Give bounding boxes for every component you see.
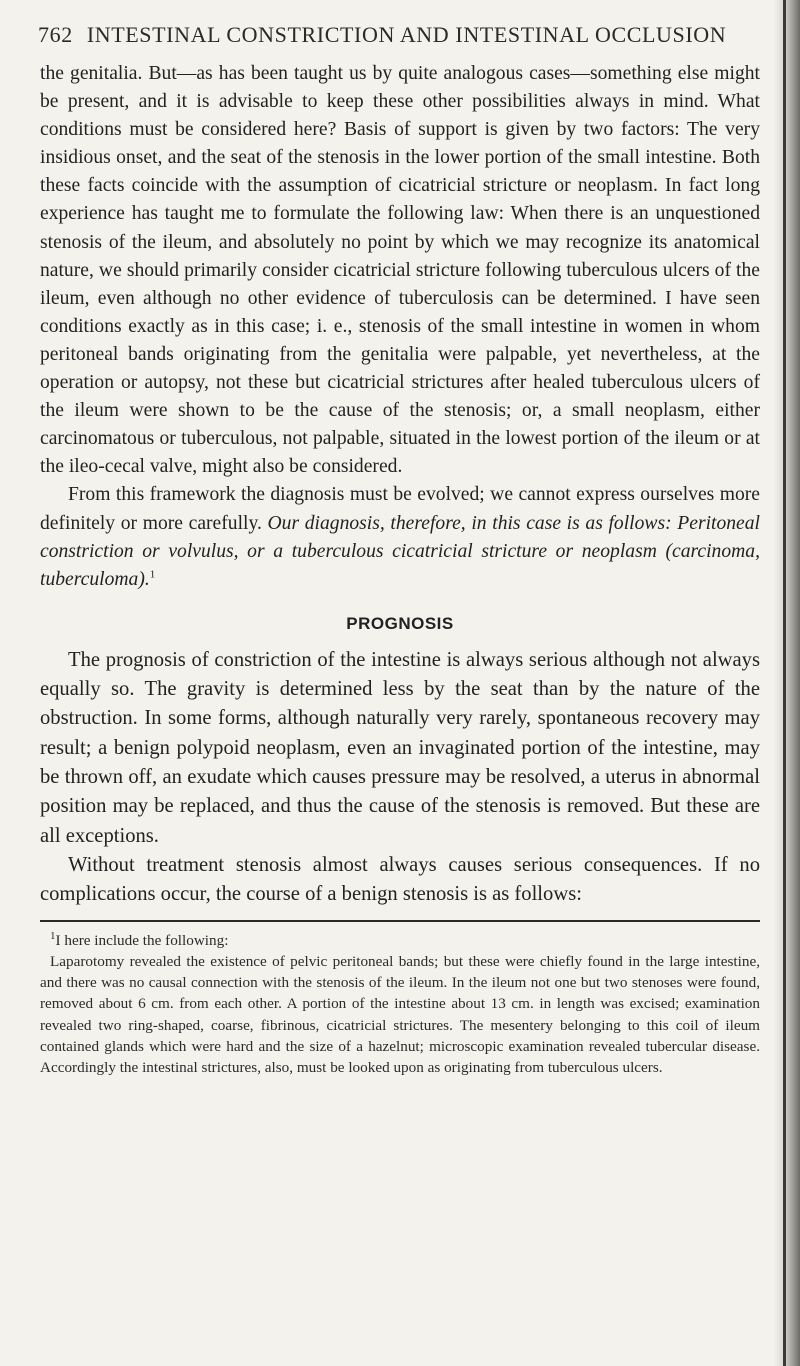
paragraph-diagnosis-conclusion (40, 481, 760, 593)
footnote-mark: 1 (50, 929, 56, 942)
diagnosis-italic-text: Our diagnosis, therefore, in this case is as follows: Peritoneal constriction or volvulus, or a tuberculous cicatricial stricture or neoplasm (carcinoma, tuberculoma). (40, 512, 760, 590)
footnote-divider (40, 920, 760, 922)
footnote-reference: 1 (149, 568, 156, 581)
page-edge-line (783, 0, 786, 1366)
paragraph-prognosis-2: Without treatment stenosis almost always causes serious consequences. If no complications occur, the course of a benign stenosis is as follows: (40, 853, 760, 906)
footnote-intro (40, 930, 760, 951)
footnote-text: Laparotomy revealed the existence of pelvic peritoneal bands; but these were chiefly found in the large intestine, and there was no causal connection with the stenosis of the ileum. In the ileum not one but two stenoses were found, removed about 6 cm. from each other. A portion of the intestine about 13 cm. in length was excised; examination revealed two ring-shaped, coarse, fibrinous, cicatricial strictures. The mesentery belonging to this coil of ileum contained glands which were hard and the size of a hazelnut; microscopic examination revealed tubercular disease. Accordingly the intestinal strictures, also, must be looked upon as originating from tuberculous ulcers. (40, 952, 760, 1077)
paragraph-prognosis-1: The prognosis of constriction of the intestine is always serious although not always equally so. The gravity is determined less by the seat than by the nature of the obstruction. In some forms, although naturally very rarely, spontaneous recovery may result; a benign polypoid neoplasm, even an invaginated portion of the intestine, may be thrown off, an exudate which causes pressure may be resolved, a uterus in abnormal position may be replaced, and thus the cause of the stenosis is removed. But these are all exceptions. (40, 648, 760, 847)
page-number: 762 (38, 22, 73, 47)
footnote-intro-text: I here include the following: (55, 931, 229, 949)
diagnosis-lead-text: From this framework the diagnosis must be evolved; we cannot express ourselves more definitely or more carefully. (40, 484, 760, 534)
paragraph-diagnosis-discussion: the genitalia. But—as has been taught us by quite analogous cases—something else might be present, and it is advisable to keep these other possibilities always in mind. What conditions must be considered here? Basis of support is given by two factors: The very insidious onset, and the seat of the stenosis in the lower portion of the small intestine. Both these facts coincide with the assumption of cicatricial stricture or neoplasm. In fact long experience has taught me to formulate the following law: When there is an unquestioned stenosis of the ileum, and absolutely no point by which we may recognize its anatomical nature, we should primarily consider cicatricial stricture following tuberculous ulcers of the ileum, even although no other evidence of tuberculosis can be determined. I have seen conditions exactly as in this case; i. e., stenosis of the small intestine in women in whom peritoneal bands originating from the genitalia were palpable, yet nevertheless, at the operation or autopsy, not these but cicatricial strictures after healed tuberculous ulcers of the ileum were shown to be the cause of the stenosis; or, a small neoplasm, either carcinomatous or tuberculous, not palpable, situated in the lowest portion of the ileum or at the ileo-cecal valve, might also be considered. (40, 63, 760, 478)
footnote (40, 930, 760, 1079)
page-edge-shadow (774, 0, 800, 1366)
section-heading-prognosis: PROGNOSIS (346, 613, 454, 633)
prognosis-section (40, 646, 760, 910)
running-title: INTESTINAL CONSTRICTION AND INTESTINAL OCCLUSION (86, 22, 727, 47)
running-header (38, 22, 758, 48)
page-body (40, 60, 760, 1079)
